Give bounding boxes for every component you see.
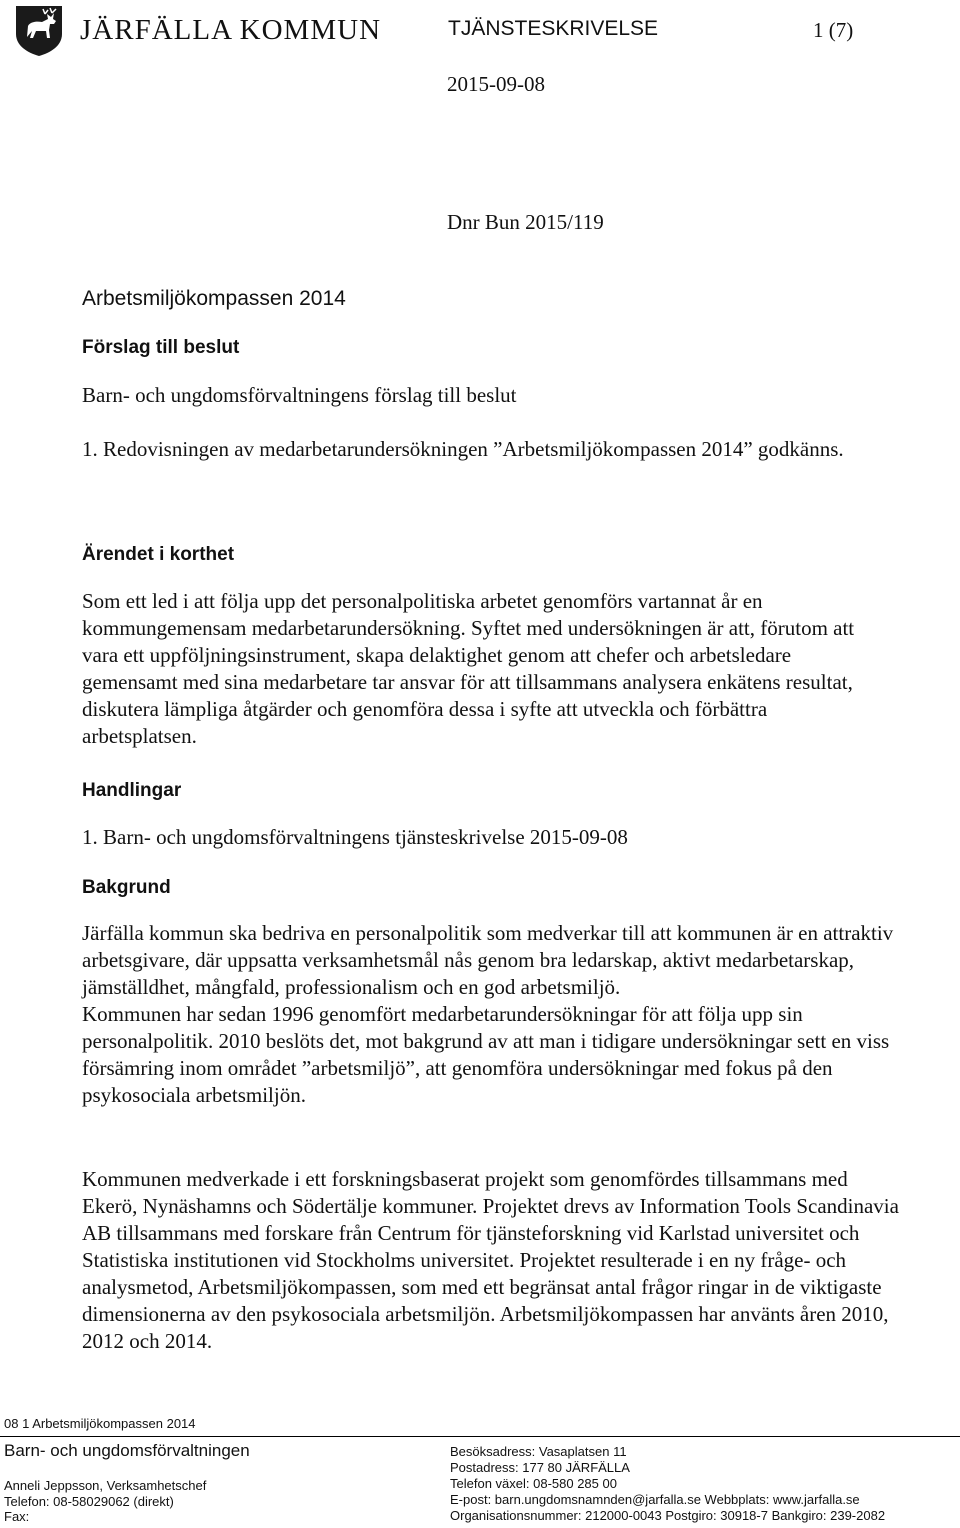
background-paragraph-1: Järfälla kommun ska bedriva en personalpolitik som medverkar till att kommunen är en attraktiv arbetsgivare, där uppsatta verksamhetsmål nås genom bra ledarskap, aktivt medarbetarskap, jämställdhet, mångfald, professionalism och en god arbetsmiljö. xyxy=(82,921,894,999)
contact-name: Anneli Jeppsson, Verksamhetschef xyxy=(4,1478,207,1493)
footer-organization: Barn- och ungdomsförvaltningen xyxy=(4,1441,250,1460)
switchboard-phone: Telefon växel: 08-580 285 00 xyxy=(450,1476,617,1491)
email-website: E-post: barn.ungdomsnamnden@jarfalla.se Webbplats: www.jarfalla.se xyxy=(450,1492,860,1507)
document-type: TJÄNSTESKRIVELSE xyxy=(448,17,659,40)
footer-contact xyxy=(4,1478,206,1510)
postal-address: Postadress: 177 80 JÄRFÄLLA xyxy=(450,1460,630,1475)
page-title: Arbetsmiljökompassen 2014 xyxy=(82,287,346,310)
documents-item: 1. Barn- och ungdomsförvaltningens tjänsteskrivelse 2015-09-08 xyxy=(82,825,628,849)
registration-number: Dnr Bun 2015/119 xyxy=(447,210,604,234)
document-date: 2015-09-08 xyxy=(447,72,545,96)
contact-fax: Fax: xyxy=(4,1509,30,1524)
coat-of-arms-icon xyxy=(14,4,64,56)
proposal-heading: Förslag till beslut xyxy=(82,337,240,358)
municipality-logo xyxy=(14,4,382,56)
contact-phone: Telefon: 08-58029062 (direkt) xyxy=(4,1494,174,1509)
background-paragraph-2: Kommunen har sedan 1996 genomfört medarbetarundersökningar för att följa upp sin personalpolitik. 2010 beslöts det, mot bakgrund av att man i tidigare undersökningar sett en viss försämring inom området ”arbetsmiljö”, att genomföra undersökningar med fokus på den psykosociala arbetsmiljön. xyxy=(82,1002,890,1107)
proposal-item: 1. Redovisningen av medarbetarundersökningen ”Arbetsmiljökompassen 2014” godkänns. xyxy=(82,437,844,461)
footer-divider xyxy=(0,1436,960,1437)
file-reference: 08 1 Arbetsmiljökompassen 2014 xyxy=(4,1416,196,1431)
background-section xyxy=(82,920,902,1109)
visit-address: Besöksadress: Vasaplatsen 11 xyxy=(450,1444,627,1459)
page-number: 1 (7) xyxy=(813,18,854,42)
organization-numbers: Organisationsnummer: 212000-0043 Postgiro: 30918-7 Bankgiro: 239-2082 xyxy=(450,1508,886,1523)
background-paragraph-3: Kommunen medverkade i ett forskningsbaserat projekt som genomfördes tillsammans med Ekerö, Nynäshamns och Södertälje kommuner. Projektet drevs av Information Tools Scandinavia AB tillsammans med forskare från Centrum för tjänsteforskning vid Karlstad universitet och Statistiska institutionen vid Stockholms universitet. Projektet resulterade i en ny fråge- och analysmetod, Arbetsmiljökompassen, som med ett begränsat antal frågor ringar in de viktigaste dimensionerna av den psykosociala arbetsmiljön. Arbetsmiljökompassen har använts åren 2010, 2012 och 2014. xyxy=(82,1167,899,1353)
footer-address-block xyxy=(450,1444,885,1524)
proposal-lead: Barn- och ungdomsförvaltningens förslag till beslut xyxy=(82,383,517,407)
brief-text: Som ett led i att följa upp det personalpolitiska arbetet genomförs vartannat år en kommungemensam medarbetarundersökning. Syftet med undersökningen är att, förutom att vara ett uppföljningsinstrument, skapa delaktighet genom att chefer och arbetsledare gemensamt med sina medarbetare tar ansvar för att tillsammans analysera enkätens resultat, diskutera lämpliga åtgärder och genomföra dessa i syfte att utveckla och förbättra arbetsplatsen. xyxy=(82,589,855,748)
documents-heading: Handlingar xyxy=(82,780,182,801)
background-heading: Bakgrund xyxy=(82,877,171,898)
brief-heading: Ärendet i korthet xyxy=(82,544,235,565)
municipality-name: JÄRFÄLLA KOMMUN xyxy=(80,14,382,46)
